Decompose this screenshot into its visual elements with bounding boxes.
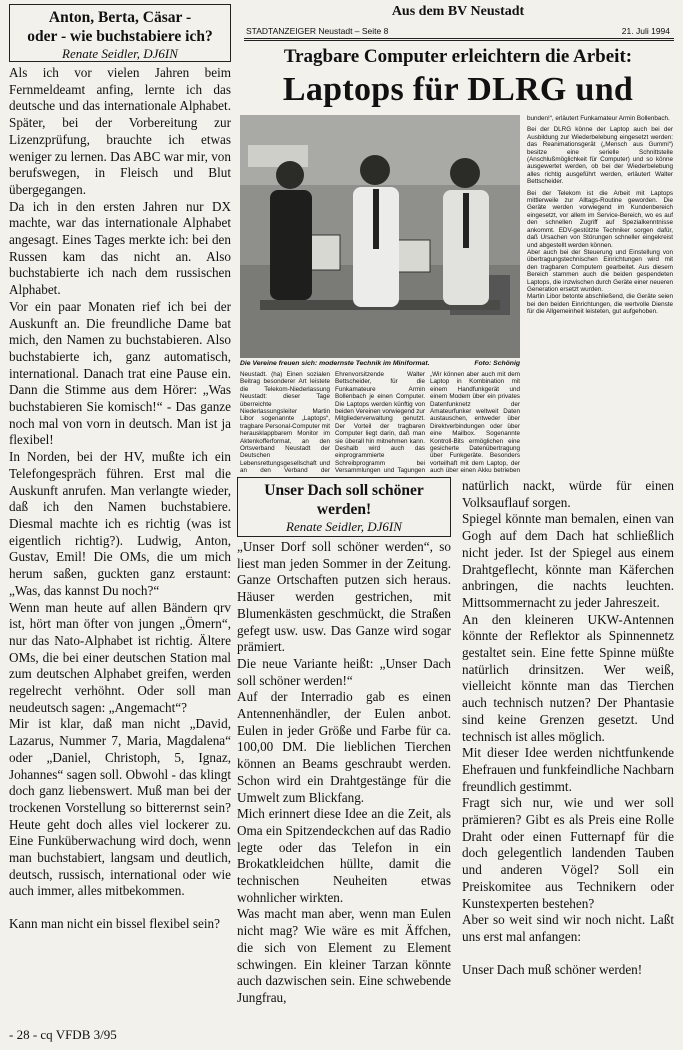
clipping-headline: Laptops für DLRG und bbox=[282, 71, 634, 108]
mid-article-body bbox=[237, 539, 451, 1005]
left-article-title-line2: oder - wie buchstabiere ich? bbox=[27, 28, 213, 45]
left-article-title-line1: Anton, Berta, Cäsar - bbox=[48, 9, 192, 26]
mid-paragraph: „Unser Dorf soll schöner werden“, so liest man jeden Sommer in der Zeitung. Ganze Ortschaften putzen sich heraus. Häuser werden gestrichen, mit Blumenkästen geschmückt, die Straßen gefegt usw. usw. Das Ganze wird sogar prämiert. bbox=[237, 539, 451, 655]
side-paragraph: Aber auch bei der Steuerung und Einstellung von übertragungstechnischen Einrichtungen wird mit den tragbaren Computern gearbeitet. Aus diesem Bereich stammen auch die beiden gespendeten Laptops, die inzwischen durch Geräte einer neueren Generation ersetzt wurden. bbox=[527, 248, 673, 293]
photo-credit: Foto: Schönig bbox=[474, 360, 520, 367]
clipping-top-rule-2 bbox=[244, 40, 674, 41]
page-footer: - 28 - cq VFDB 3/95 bbox=[9, 1027, 117, 1042]
left-paragraph: Als ich vor vielen Jahren beim Fernmeldeamt anfing, lernte ich das deutsche und das internationale Alphabet. Später, bei der Vorbereitung zur Lizenzprüfung, brauchte ich etwas weniger zu lernen. Das ABC war mir, von berufswegen, in Fleisch und Blut übergegangen. bbox=[9, 65, 231, 197]
left-paragraph: Kann man nicht ein bissel flexibel sein? bbox=[9, 916, 220, 932]
left-paragraph: Mir ist klar, daß man nicht „David, Lazarus, Nummer 7, Maria, Magdalena“ oder „Daniel, Christoph, 5, Ignaz, Johannes“ sagen soll. Obwohl - das klingt doch ganz liebenswert. Muß man bei der trockenen Vorstellung so bitterernst sein? Heute geht doch alles viel lockerer zu. Eine Funküberwachung wird doch, wenn man buchstabiert, langsam und deutlich, deutsch, russisch, international oder wie auch immer, alles mitbekommen. bbox=[9, 716, 231, 899]
side-paragraph: Bei der Telekom ist die Arbeit mit Laptops mittlerweile zur Alltags-Routine geworden. Die Geräte werden vorwiegend im Kundenbereich eingesetzt, vor allem im Service-Bereich, wo es auf den schnellen Zugriff auf Spezialkenntnisse ankommt. EDV-gestützte Techniker sorgen dafür, daß Ursachen von Störungen schneller eingekreist und abgestellt werden können. bbox=[527, 189, 673, 249]
left-paragraph: Vor ein paar Monaten rief ich bei der Auskunft an. Die freundliche Dame bat mich, den Namen zu buchstabieren. Also buchstabierte ich, ganz automatisch, international. Danach trat eine Pause ein. Dann die Stimme aus dem Hörer: „Was buchstabieren Sie komisch!“ - Das ganze noch mal von vorn in deutsch. Man ist ja flexibel! bbox=[9, 298, 231, 448]
clipping-date: 21. Juli 1994 bbox=[621, 26, 670, 36]
mid-paragraph: Mich erinnert diese Idee an die Zeit, als Oma ein Spitzendeckchen auf das Radio legte oder das Telefon in ein Brokatkleidchen hüllte, damit die technischen Neuheiten etwas wohnlicher wirkten. bbox=[237, 806, 451, 905]
mid-paragraph: Auf der Interradio gab es einen Antennenhändler, der Eulen anbot. Eulen in jeder Größe und Farbe für ca. 100,00 DM. Die lieblichen Tierchen können an Beams geschraubt werden. Schon wird ein Drahtgestänge für die Umwelt zum Blickfang. bbox=[237, 689, 451, 805]
left-paragraph: In Norden, bei der HV, mußte ich ein Telefongespräch führen. Erst mal die Auskunft anrufen. Man verlangte wieder, daß ich den Namen buchstabiere. Diesmal machte ich es richtig (was ist eigentlich richtig?). Ludwig, Anton, Gustav, Emil! Die OMs, die um mich herum saßen, guckten ganz erstaunt: „Was, das kannst Du noch?“ bbox=[9, 449, 231, 598]
mid-paragraph: Die neue Variante heißt: „Unser Dach soll schöner werden!“ bbox=[237, 655, 451, 688]
left-article-body bbox=[9, 65, 231, 1015]
side-paragraph: Bei der DLRG könne der Laptop auch bei der Ausbildung zur Wiederbelebung eingesetzt werden: das Reanimationsgerät („Mensch aus Gummi“) besitze eine serielle Schnittstelle (Anschlußmöglichkeit für Computer) und so könne ausgewertet werden, ob bei der Wiederbelebung alles richtig ausgeführt werden, erläutert Walter Bettscheider. bbox=[527, 126, 673, 186]
mid-article-title-line1: Unser Dach soll schöner bbox=[264, 482, 424, 499]
right-paragraph: Unser Dach muß schöner werden! bbox=[462, 961, 643, 977]
right-paragraph: Mit dieser Idee werden nichtfunkende Ehefrauen und funkfeindliche Nachbarn freundlich gestimmt. bbox=[462, 745, 675, 794]
left-paragraph: Da ich in den ersten Jahren nur DX machte, war das internationale Alphabet angesagt. Eines Tages merkte ich: bei den Russen kam das nicht an. Also buchstabierte ich nach dem russischen Alphabet. bbox=[9, 198, 231, 298]
right-paragraph: natürlich nackt, würde für einen Volksauflauf sorgen. bbox=[462, 478, 674, 510]
mid-article-byline: Renate Seidler, DJ6IN bbox=[286, 519, 402, 534]
clipping-section-header: Aus dem BV Neustadt bbox=[391, 4, 525, 19]
clipping-photo bbox=[240, 115, 520, 358]
clipping-bottom-column-3: „Wir können aber auch mit dem Laptop in Kombination mit einem Handfunkgerät und einem Modem über ein privates Datenfunknetz der Amateurfunker weltweit Daten austauschen, entweder über Direktverbindungen oder über eine Mailbox. Sogenannte Kontroll-Bits ermöglichen eine gesicherte Datenübertragung über Funkgeräte. Besonders vorteilhaft mit dem Laptop, der auch über einen Akku betrieben bbox=[430, 371, 520, 475]
mid-paragraph: Was macht man aber, wenn man Eulen nicht mag? Wie wäre es mit Äffchen, die sich von Element zu Element schwingen. Ein kleiner Tarzan könnte auch dazwischen sein. Eine schwebende Jungfrau, bbox=[237, 906, 451, 1005]
newspaper-clipping bbox=[240, 4, 676, 474]
mid-article-title-box bbox=[237, 477, 451, 537]
mid-article-title-line2: werden! bbox=[316, 501, 372, 518]
side-paragraph: Martin Libor betonte abschließend, die Geräte seien bei den beiden Einrichtungen, die wertvolle Dienste für die Allgemeinheit leisteten, gut aufgehoben. bbox=[527, 293, 673, 316]
clipping-side-column bbox=[527, 115, 673, 480]
left-article-byline: Renate Seidler, DJ6IN bbox=[62, 46, 178, 61]
clipping-top-rule bbox=[244, 38, 674, 39]
right-article-body bbox=[462, 478, 674, 978]
clipping-masthead: STADTANZEIGER Neustadt – Seite 8 bbox=[246, 26, 389, 36]
side-paragraph: bunden!“, erläutert Funkamateur Armin Bollenbach. bbox=[527, 115, 670, 122]
right-paragraph: Fragt sich nur, wie und wer soll prämieren? Gibt es als Preis eine Rolle Draht oder einen Futternapf für die doch gelegentlich landenden Tauben und anderen Vögel? Soll ein Preiskomitee aus Technikern oder Kunstexperten bestehen? bbox=[462, 795, 674, 911]
right-paragraph: Spiegel könnte man bemalen, einen van Gogh auf dem Dach hat schließlich nicht jeder. Ist der Spiegel aus einem Drahtgeflecht, könnte man Käferchen anbringen, die nachts leuchten. Mittsommernacht zu jeder Jahreszeit. bbox=[462, 511, 674, 610]
photo-caption: Die Vereine freuen sich: modernste Technik im Miniformat. bbox=[240, 360, 430, 367]
clipping-bottom-column-2: Ehrenvorsitzende Walter Bettscheider, für die Funkamateure Armin Bollenbach je einen Computer. Die Laptops werden künftig von beiden Vereinen vorwiegend zur Mitgliederverwaltung genutzt. Der Vorteil der tragbaren Computer liegt darin, daß man sie überall hin mitnehmen kann. Deshalb wird auch das einprogrammierte Schreibprogramm bei Versammlungen und Tagungen bbox=[335, 371, 425, 475]
right-paragraph: An den kleineren UKW-Antennen könnte der Reflektor als Spinnennetz gestaltet sein. Eine fette Spinne müßte natürlich drinsitzen. Wer weiß, vielleicht könnte man das Tierchen auch technisch nutzen? Der Phantasie sind keine Grenzen gesetzt. Und technisch ist alles möglich. bbox=[462, 611, 674, 744]
left-paragraph: Wenn man heute auf allen Bändern qrv ist, hört man öfter von jungen „Ömern“, nur das Nato-Alphabet ist richtig. Ältere OMs, die bei einer deutschen Station mal zum deutschen Alphabet greifen, werden regelrecht verhöhnt. Oder soll man neudeutsch sagen: „Angemacht“? bbox=[9, 599, 231, 715]
clipping-bottom-column-1: Neustadt. (ha) Einen sozialen Beitrag besonderer Art leistete die Telekom-Niederlassung Neustadt: dieser Tage überreichte Niederlassungsleiter Martin Libor sogenannte „Laptops“, tragbare Personal-Computer mit herausklappbarem Monitor im Aktenkofferformat, an den Ortsverband Neustadt der Deutschen Lebensrettungsgesellschaft und an den Verband der bbox=[240, 371, 330, 475]
right-paragraph: Aber so weit sind wir noch nicht. Laßt uns erst mal anfangen: bbox=[462, 912, 674, 944]
clipping-kicker: Tragbare Computer erleichtern die Arbeit: bbox=[283, 46, 633, 67]
left-article-title-box bbox=[9, 4, 231, 62]
photo-illustration bbox=[240, 115, 520, 358]
